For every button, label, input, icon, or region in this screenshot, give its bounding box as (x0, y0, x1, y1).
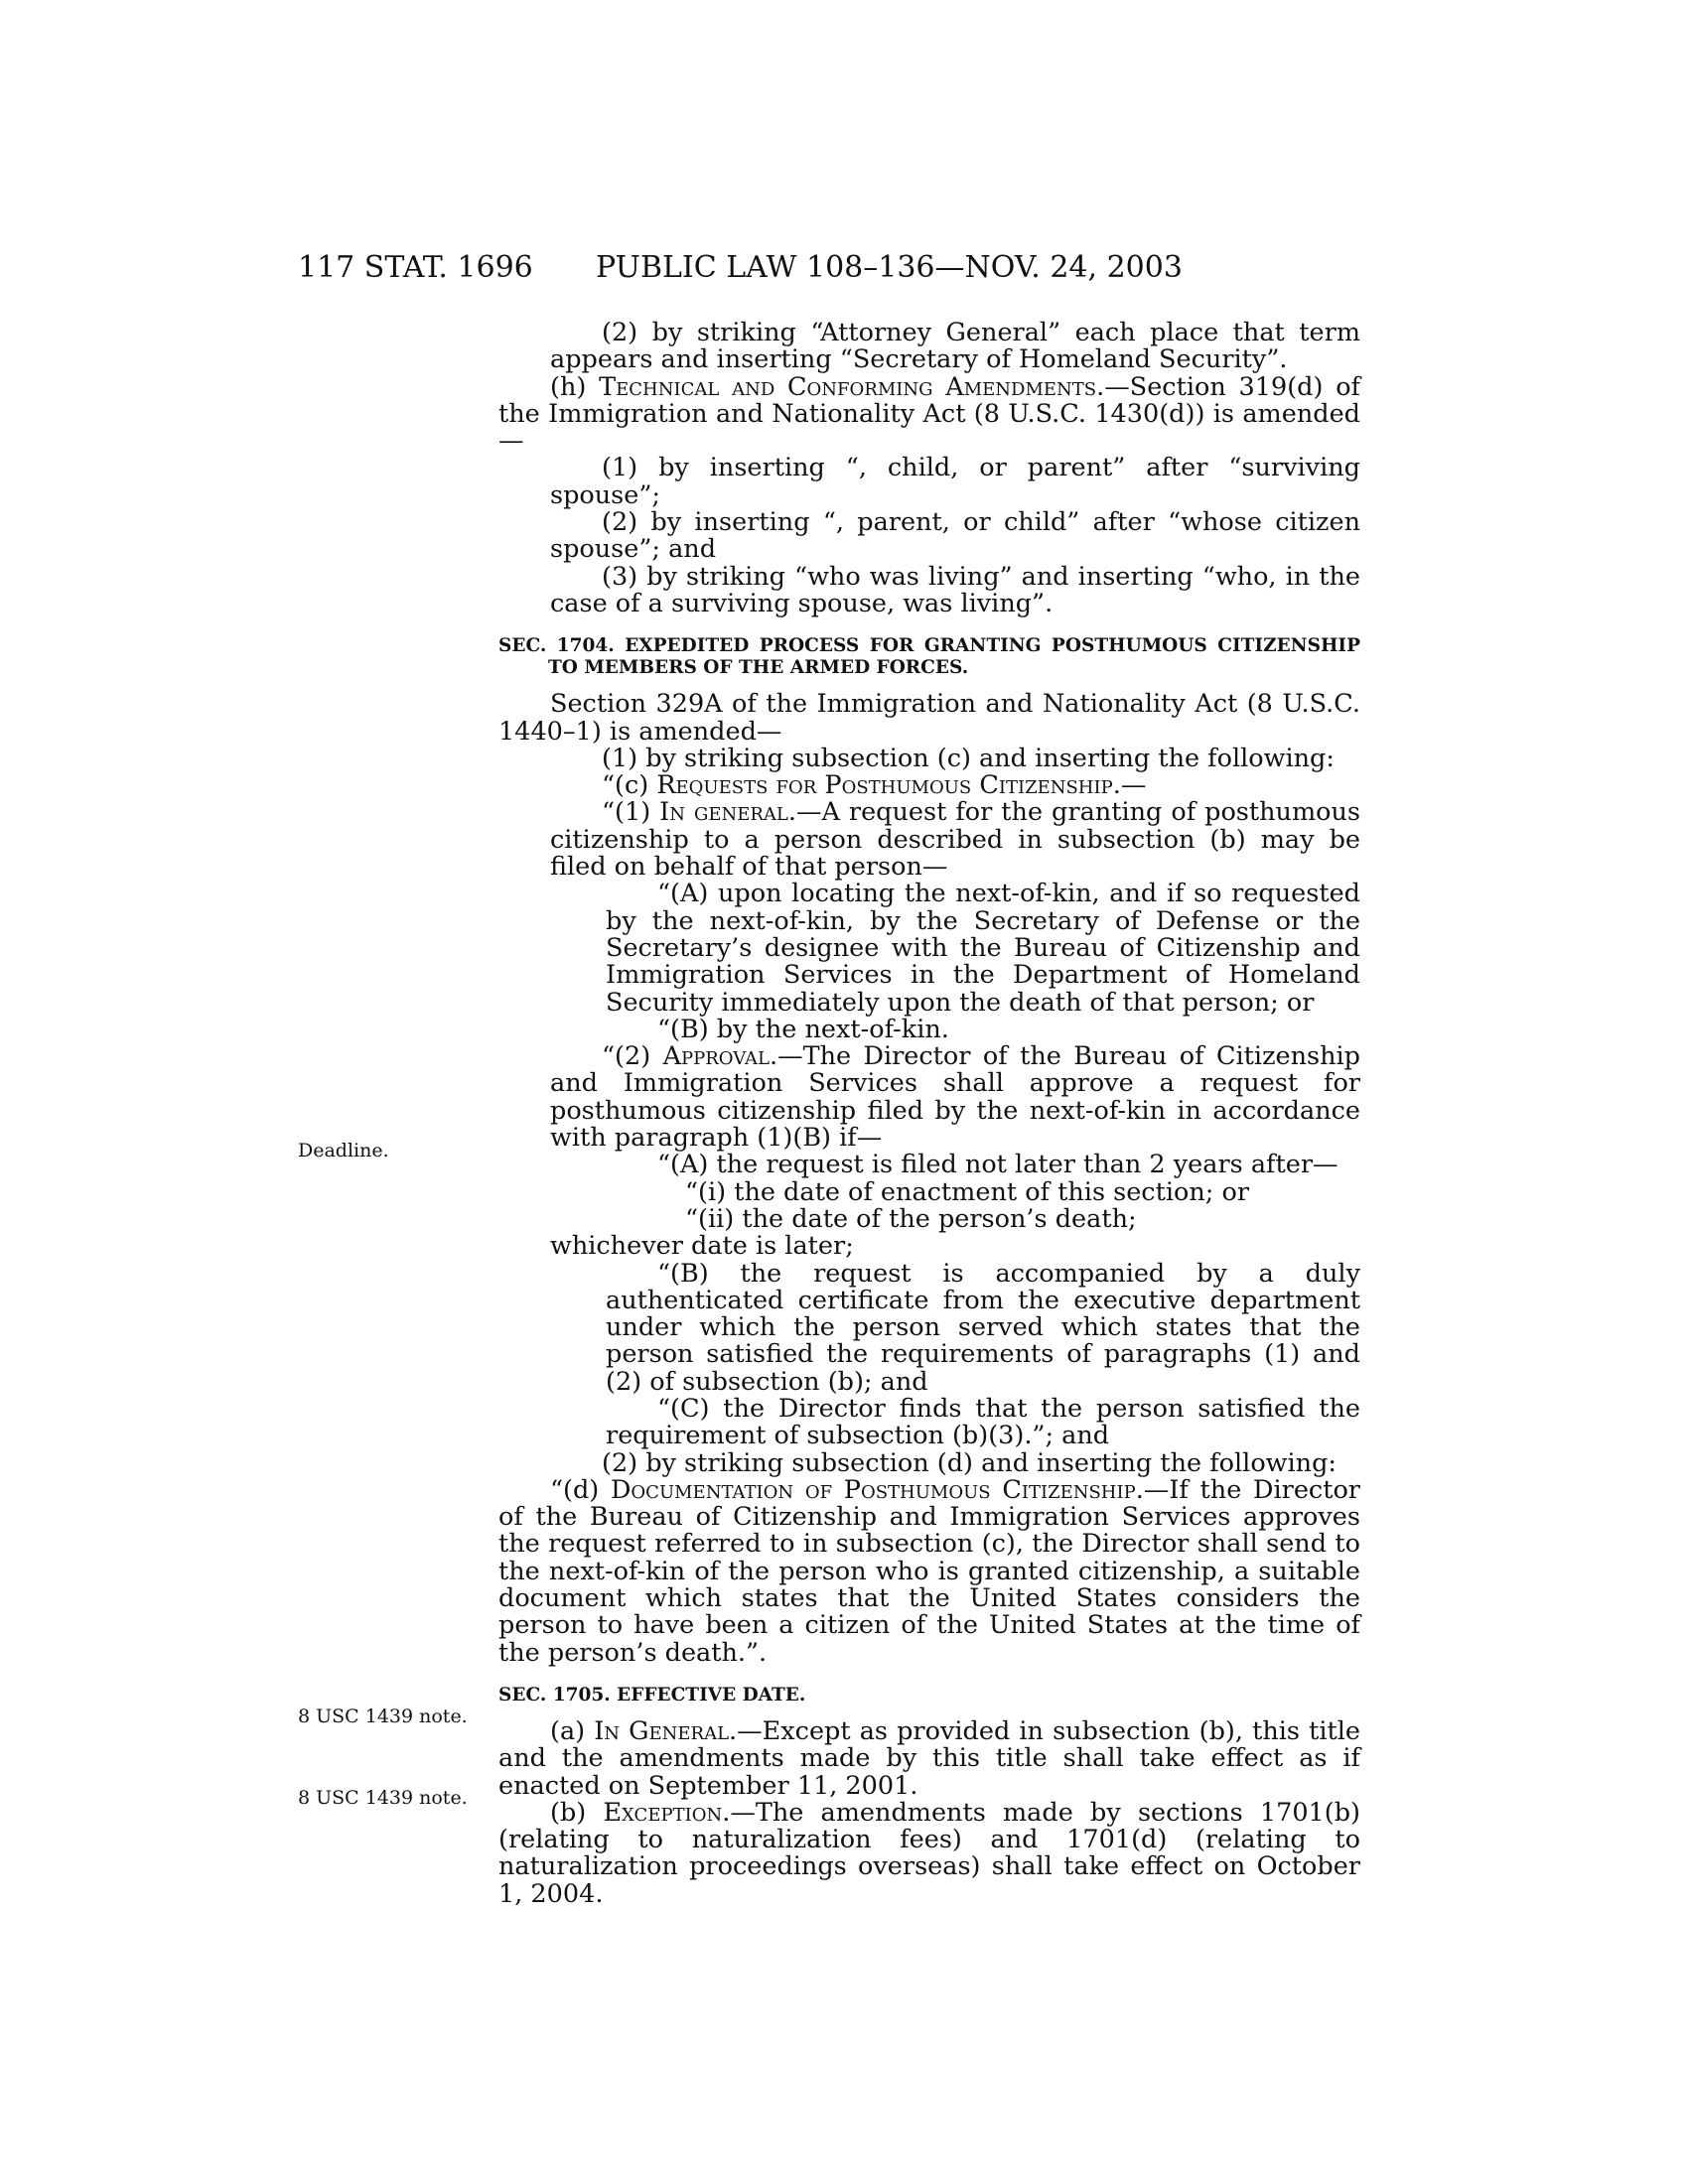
running-header: PUBLIC LAW 108–136—NOV. 24, 2003 (596, 250, 1183, 285)
margin-note-usc-b: 8 USC 1439 note. (298, 1787, 468, 1809)
subsection-1705-b: (b) Exception.—The amendments made by sections 1701(b) (relating to naturalization fees) and 1701(d) (relating to naturalization proceedings overseas) shall take effect on October 1, 2004. (498, 1797, 1360, 1909)
paragraph-h2: (2) by inserting “, parent, or child” after “whose citizen spouse”; and (550, 507, 1360, 565)
subparagraph-c2a: “(A) the request is filed not later than 2 years after— (657, 1150, 1338, 1180)
paragraph-1704-2: (2) by striking subsection (d) and inserting the following: (602, 1447, 1336, 1478)
subparagraph-c1a: “(A) upon locating the next-of-kin, and if so requested by the next-of-kin, by the Secretary of Defense or the Secretary’s designee with the Bureau of Citizenship and Immigration Services in the Department of Homeland Security immediately upon the death of that person; or (606, 879, 1360, 1018)
subsection-c-heading: “(c) Requests for Posthumous Citizenship.— (602, 770, 1147, 801)
subsection-1705-a: (a) In General.—Except as provided in subsection (b), this title and the amendments made by this title shall take effect as if enacted on September 11, 2001. (498, 1715, 1360, 1801)
whichever-later: whichever date is later; (550, 1231, 854, 1262)
paragraph-h1: (1) by inserting “, child, or parent” after “surviving spouse”; (550, 453, 1360, 510)
clause-c2a-ii: “(ii) the date of the person’s death; (685, 1203, 1137, 1234)
section-1705-heading: SEC. 1705. EFFECTIVE DATE. (498, 1684, 806, 1706)
margin-note-usc-a: 8 USC 1439 note. (298, 1706, 468, 1727)
clause-c2a-i: “(i) the date of enactment of this section; or (685, 1176, 1250, 1207)
paragraph-h3: (3) by striking “who was living” and inserting “who, in the case of a surviving spouse, was living”. (550, 561, 1360, 618)
document-body (498, 320, 1360, 1908)
subsection-h: (h) Technical and Conforming Amendments.—Section 319(d) of the Immigration and Nationality Act (8 U.S.C. 1430(d)) is amended— (498, 371, 1360, 457)
margin-note-deadline: Deadline. (298, 1140, 389, 1161)
section-1704-heading: SEC. 1704. EXPEDITED PROCESS FOR GRANTING POSTHUMOUS CITIZENSHIP TO MEMBERS OF THE ARMED FORCES. (498, 635, 1360, 679)
subparagraph-c1b: “(B) by the next-of-kin. (657, 1014, 949, 1044)
section-1704-intro: Section 329A of the Immigration and Nationality Act (8 U.S.C. 1440–1) is amended— (498, 689, 1360, 747)
paragraph-g2: (2) by striking “Attorney General” each place that term appears and inserting “Secretary of Homeland Security”. (550, 318, 1360, 375)
subsection-d: “(d) Documentation of Posthumous Citizenship.—If the Director of the Bureau of Citizenship and Immigration Services approves the request referred to in subsection (c), the Director shall send to the next-of-kin of the person who is granted citizenship, a suitable document which states that the United States considers the person to have been a citizen of the United States at the time of the person’s death.”. (498, 1474, 1360, 1668)
subparagraph-c2c: “(C) the Director finds that the person satisfied the requirement of subsection (b)(3).”; and (606, 1393, 1360, 1451)
subparagraph-c2b: “(B) the request is accompanied by a duly authenticated certificate from the executive department under which the person served which states that the person satisfied the requirements of paragraphs (1) and (2) of subsection (b); and (606, 1258, 1360, 1397)
page-stat-number: 117 STAT. 1696 (298, 250, 533, 285)
paragraph-c1: “(1) In general.—A request for the granting of posthumous citizenship to a person described in subsection (b) may be filed on behalf of that person— (550, 797, 1361, 883)
subsection-h-heading: Technical and Conforming Amendments. (599, 371, 1105, 402)
paragraph-c2: “(2) Approval.—The Director of the Bureau of Citizenship and Immigration Services shall approve a request for posthumous citizenship filed by the next-of-kin in accordance with paragraph (1)(B) if— (550, 1041, 1361, 1154)
paragraph-1704-1: (1) by striking subsection (c) and inserting the following: (602, 743, 1335, 773)
